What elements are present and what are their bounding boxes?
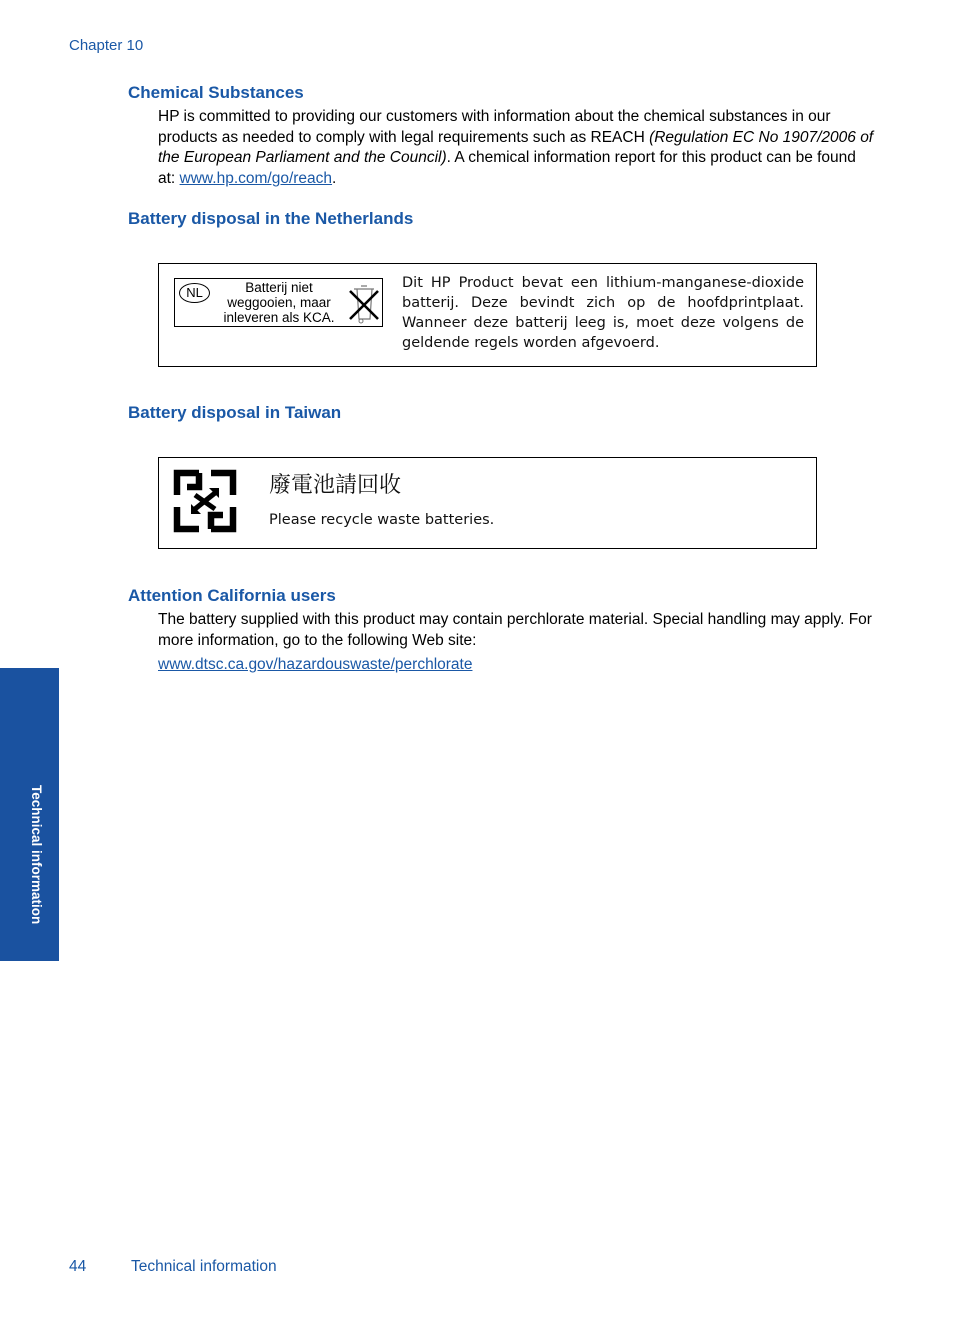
chemical-text-end: . <box>332 170 337 188</box>
taiwan-recycle-icon <box>173 469 237 533</box>
kca-label <box>174 278 383 327</box>
taiwan-english-text: Please recycle waste batteries. <box>269 512 495 528</box>
kca-label-line-2: weggooien, maar <box>227 295 331 310</box>
chemical-text-italic: (Regulation EC No 1907/2006 of the European Parliament and the Council) <box>158 128 874 167</box>
crossed-bin-icon <box>346 281 382 325</box>
footer-section-title: Technical information <box>131 1258 277 1275</box>
california-paragraph: The battery supplied with this product may contain perchlorate material. Special handling may apply. For more information, go to the following Web site: <box>158 611 872 649</box>
perchlorate-link[interactable]: www.dtsc.ca.gov/hazardouswaste/perchlorate <box>158 656 473 673</box>
chemical-text-1: HP is committed to providing our customers with information about the chemical substances in our products as needed to comply with legal requirements such as REACH <box>158 108 831 146</box>
heading-battery-taiwan: Battery disposal in Taiwan <box>128 403 342 422</box>
kca-label-line-1: Batterij niet <box>245 280 313 295</box>
reach-link[interactable]: www.hp.com/go/reach <box>179 170 333 188</box>
netherlands-battery-box <box>158 263 817 367</box>
taiwan-battery-box <box>158 457 817 549</box>
heading-chemical-substances: Chemical Substances <box>128 83 304 102</box>
chemical-substances-paragraph <box>158 107 874 190</box>
chapter-label: Chapter 10 <box>69 37 144 54</box>
heading-battery-netherlands: Battery disposal in the Netherlands <box>128 209 414 228</box>
nl-badge: NL <box>179 283 210 303</box>
kca-label-line-3: inleveren als KCA. <box>223 310 335 325</box>
heading-california-users: Attention California users <box>128 586 336 605</box>
netherlands-battery-text: Dit HP Product bevat een lithium-manganese-dioxide batterij. Deze bevindt zich op de hoofdprintplaat. Wanneer deze batterij leeg is, moet deze volgens de geldende regels worden afgevoerd. <box>402 275 804 351</box>
kca-label-text <box>211 280 347 325</box>
taiwan-chinese-text: 廢電池請回收 <box>269 473 402 498</box>
sidebar-tab-label: Technical information <box>29 785 44 925</box>
page-number: 44 <box>69 1258 87 1275</box>
chemical-text-2: . A chemical information report for this product can be found at: <box>158 149 856 188</box>
